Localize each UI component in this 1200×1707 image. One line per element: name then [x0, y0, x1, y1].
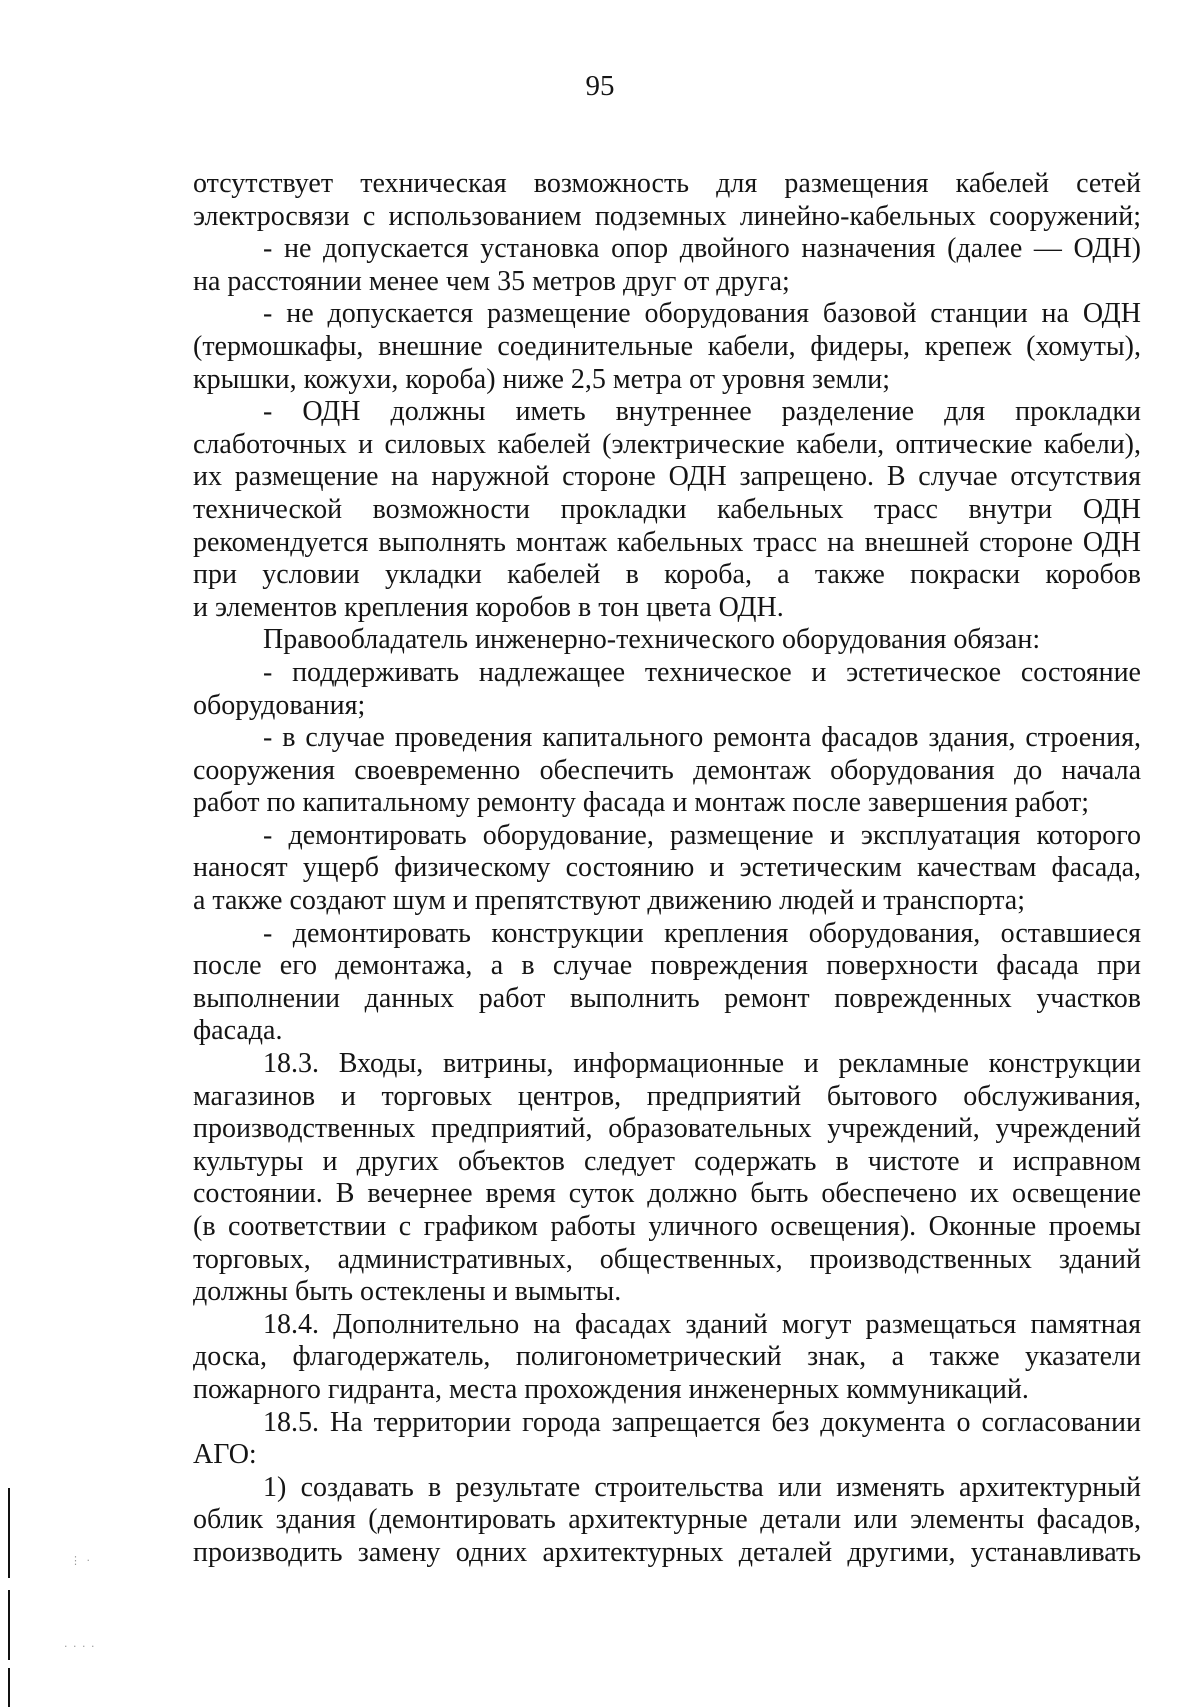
text-line: отсутствует техническая возможность для размещения кабелей сетей	[193, 168, 1141, 199]
text-line: сооружения своевременно обеспечить демонтаж оборудования до начала	[193, 754, 1141, 786]
text-line: облик здания (демонтировать архитектурные детали или элементы фасадов,	[193, 1504, 1141, 1536]
text-line: - ОДН должны иметь внутреннее разделение для прокладки	[263, 396, 1141, 428]
text-line: их размещение на наружной стороне ОДН запрещено. В случае отсутствия	[193, 461, 1141, 493]
scan-artifact: · · · ·	[64, 1640, 96, 1653]
text-line: культуры и других объектов следует содержать в чистоте и исправном	[193, 1145, 1141, 1177]
text-line: Правообладатель инженерно-технического оборудования обязан:	[263, 624, 1041, 656]
text-line: производственных предприятий, образовательных учреждений, учреждений	[193, 1113, 1141, 1145]
page-number: 95	[585, 70, 615, 102]
text-line: на расстоянии менее чем 35 метров друг от друга;	[193, 265, 790, 297]
text-line: 1) создавать в результате строительства или изменять архитектурный	[263, 1471, 1141, 1503]
text-line: и элементов крепления коробов в тон цвета ОДН.	[193, 591, 784, 623]
text-line: - не допускается размещение оборудования базовой станции на ОДН	[263, 298, 1141, 330]
document-body	[193, 168, 1141, 1570]
text-line: 18.5. На территории города запрещается без документа о согласовании	[263, 1406, 1141, 1438]
text-line: электросвязи с использованием подземных линейно-кабельных сооружений;	[193, 200, 1141, 232]
text-line: оборудования;	[193, 689, 366, 721]
text-line: технической возможности прокладки кабельных трасс внутри ОДН	[193, 493, 1141, 525]
margin-scan-line	[8, 1590, 10, 1660]
text-line: - поддерживать надлежащее техническое и эстетическое состояние	[263, 656, 1141, 688]
text-line: рекомендуется выполнять монтаж кабельных трасс на внешней стороне ОДН	[193, 526, 1141, 558]
text-line: должны быть остеклены и вымыты.	[193, 1276, 622, 1308]
text-line: 18.4. Дополнительно на фасадах зданий могут размещаться памятная	[263, 1308, 1141, 1340]
text-line: фасада.	[193, 1015, 283, 1047]
text-line: - демонтировать оборудование, размещение и эксплуатация которого	[263, 819, 1141, 851]
text-line: (термошкафы, внешние соединительные кабели, фидеры, крепеж (хомуты),	[193, 330, 1141, 362]
text-line: доска, флагодержатель, полигонометрический знак, а также указатели	[193, 1341, 1141, 1373]
text-line: крышки, кожухи, короба) ниже 2,5 метра от уровня земли;	[193, 363, 890, 395]
text-line: (в соответствии с графиком работы уличного освещения). Оконные проемы	[193, 1211, 1141, 1242]
text-line: слаботочных и силовых кабелей (электрические кабели, оптические кабели),	[193, 428, 1141, 460]
text-line: выполнении данных работ выполнить ремонт поврежденных участков	[193, 982, 1141, 1014]
text-line: пожарного гидранта, места прохождения инженерных коммуникаций.	[193, 1373, 1029, 1405]
text-line: - в случае проведения капитального ремонта фасадов здания, строения,	[263, 722, 1141, 754]
text-line: - не допускается установка опор двойного назначения (далее — ОДН)	[263, 233, 1141, 265]
text-line: 18.3. Входы, витрины, информационные и рекламные конструкции	[263, 1048, 1141, 1080]
text-line: магазинов и торговых центров, предприятий бытового обслуживания,	[193, 1080, 1141, 1112]
text-line: а также создают шум и препятствуют движению людей и транспорта;	[193, 885, 1026, 917]
scan-artifact: ⋮ ·	[70, 1554, 91, 1567]
text-line: при условии укладки кабелей в короба, а также покраски коробов	[193, 559, 1141, 591]
text-line: АГО:	[193, 1439, 257, 1471]
margin-scan-line	[8, 1668, 10, 1707]
text-line: наносят ущерб физическому состоянию и эстетическим качествам фасада,	[193, 852, 1141, 884]
text-line: работ по капитальному ремонту фасада и монтаж после завершения работ;	[193, 787, 1090, 819]
text-line: - демонтировать конструкции крепления оборудования, оставшиеся	[263, 917, 1141, 949]
text-line: после его демонтажа, а в случае повреждения поверхности фасада при	[193, 950, 1141, 982]
margin-scan-line	[8, 1488, 10, 1578]
text-line: производить замену одних архитектурных деталей другими, устанавливать	[193, 1536, 1141, 1568]
text-line: торговых, административных, общественных, производственных зданий	[193, 1243, 1141, 1275]
text-line: состоянии. В вечернее время суток должно быть обеспечено их освещение	[193, 1178, 1141, 1210]
